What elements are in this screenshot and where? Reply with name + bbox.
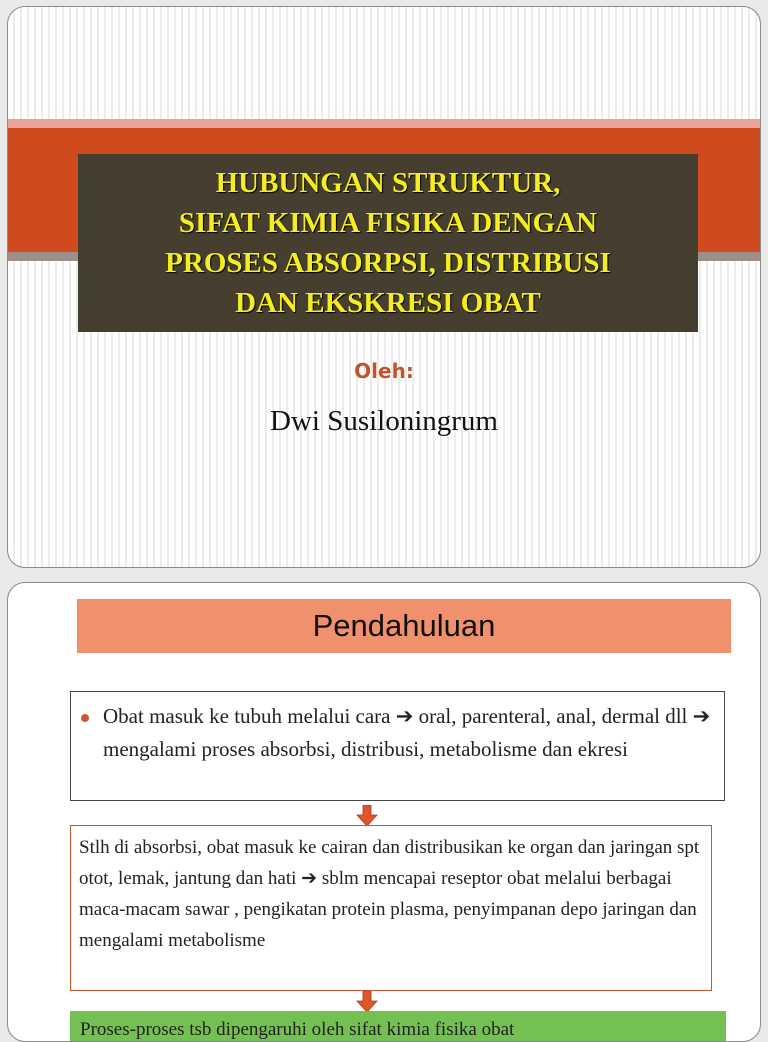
- section-heading: Pendahuluan: [77, 599, 731, 653]
- conclusion-text: Proses-proses tsb dipengaruhi oleh sifat kimia fisika obat: [80, 1019, 515, 1040]
- bullet-icon: [81, 714, 89, 722]
- down-arrow-icon: [356, 805, 378, 827]
- intro-box: [70, 691, 725, 801]
- title-line: HUBUNGAN STRUKTUR,: [215, 167, 561, 199]
- decor-band-pink: [8, 119, 760, 128]
- slide-title: [165, 163, 611, 323]
- right-arrow-icon: ➔: [692, 704, 711, 728]
- distribution-text-2: sblm mencapai reseptor obat melalui berbagai maca-macam sawar , pengikatan protein plasma, penyimpanan depo jaringan dan mengalami metabolisme: [79, 868, 697, 951]
- intro-text-1: Obat masuk ke tubuh melalui cara: [103, 704, 391, 728]
- intro-text-2: oral, parenteral, anal, dermal dll: [418, 704, 688, 728]
- right-arrow-icon: ➔: [301, 868, 318, 889]
- oleh-label: Oleh:: [354, 359, 414, 383]
- slide-2: [7, 582, 761, 1042]
- distribution-box: [70, 825, 712, 991]
- right-arrow-icon: ➔: [395, 704, 414, 728]
- title-line: PROSES ABSORPSI, DISTRIBUSI: [165, 247, 611, 279]
- author-name: Dwi Susiloningrum: [270, 405, 498, 437]
- slide-1: [7, 6, 761, 568]
- conclusion-box: [70, 1011, 726, 1042]
- intro-text-3: mengalami proses absorbsi, distribusi, metabolisme dan ekresi: [103, 737, 628, 761]
- title-box: [78, 154, 698, 332]
- title-line: SIFAT KIMIA FISIKA DENGAN: [178, 207, 598, 239]
- distribution-text-1: Stlh di absorbsi, obat masuk ke cairan dan distribusikan ke organ dan jaringan spt otot, lemak, jantung dan hati: [79, 837, 700, 889]
- down-arrow-icon: [356, 991, 378, 1013]
- title-line: DAN EKSKRESI OBAT: [235, 287, 541, 319]
